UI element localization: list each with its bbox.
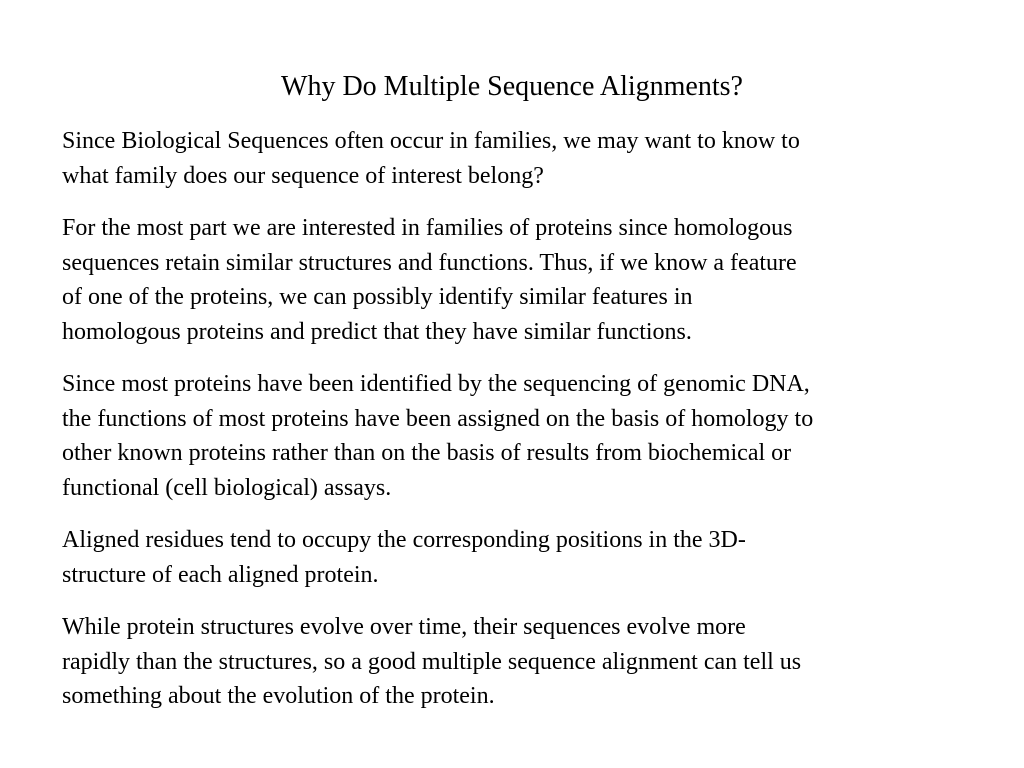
paragraph-families: Since Biological Sequences often occur in families, we may want to know to what family does our sequence of interest belong? bbox=[62, 128, 800, 189]
paragraph-aligned-residues: Aligned residues tend to occupy the corresponding positions in the 3D- structure of each aligned protein. bbox=[62, 527, 746, 588]
paragraph-proteins: For the most part we are interested in families of proteins since homologous sequences retain similar structures and functions. Thus, if we know a feature of one of the proteins, we can possibly identify similar features in homologous proteins and predict that they have similar functions. bbox=[62, 215, 797, 345]
paragraph-genomic-dna: Since most proteins have been identified by the sequencing of genomic DNA, the functions of most proteins have been assigned on the basis of homology to other known proteins rather than on the basis of results from biochemical or functional (cell biological) assays. bbox=[62, 371, 814, 501]
paragraph-evolution: While protein structures evolve over time, their sequences evolve more rapidly than the structures, so a good multiple sequence alignment can tell us something about the evolution of the protein. bbox=[62, 614, 802, 709]
slide-body bbox=[62, 124, 962, 732]
slide-title: Why Do Multiple Sequence Alignments? bbox=[281, 71, 743, 102]
